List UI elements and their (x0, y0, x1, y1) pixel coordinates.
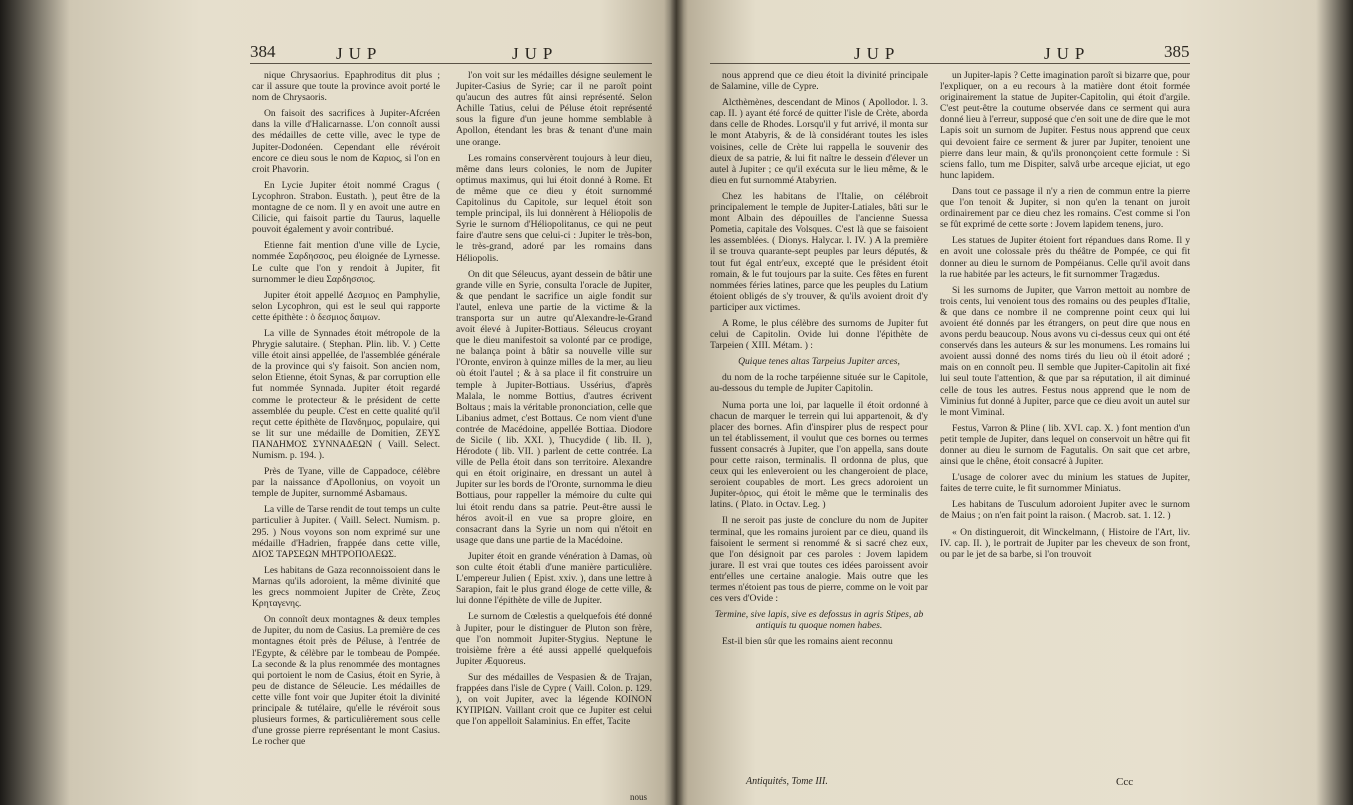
paragraph: Il ne seroit pas juste de conclure du nom de Jupiter terminal, que les romains juroient par ce dieu, quand ils faisoient le serment si renommé & si sacré chez eux, que l'on désignoit par ces paroles : Jovem lapidem jurare. Il est vrai que toutes ces idées paroissent avoir entr'elles une certaine analogie. Mais outre que les termes n'étoient pas tous de pierre, comme on le voit par ces vers d'Ovide : (710, 515, 928, 605)
paragraph: Les habitans de Tusculum adoroient Jupiter avec le surnom de Maius ; on n'en fait point la raison. ( Macrob. sat. 1. 12. ) (940, 499, 1190, 522)
paragraph: Dans tout ce passage il n'y a rien de commun entre la pierre que l'on tenoit & Jupiter, si non qu'en la tenant on juroit ordinairement par ce dieu chez les romains. C'est comme si l'on se fût exprimé de cette sorte : Jovem lapidem tenens, juro. (940, 185, 1190, 231)
running-head-right-col1: JUP (854, 44, 901, 63)
paragraph: du nom de la roche tarpéienne située sur le Capitole, au-dessous du temple de Jupiter Capitolin. (710, 372, 928, 395)
left-column-1 (252, 70, 440, 788)
paragraph: un Jupiter-lapis ? Cette imagination paroît si bizarre que, pour l'expliquer, on a eu recours à la matière dont étoit formée originairement la statue de Jupiter-Capitolin, qui étoit d'argile. C'est peut-être la coutume observée dans ce serment qui aura donné lieu à l'erreur, supposé que c'en soit une de dire que le mot Lapis soit un surnom de Jupiter. Festus nous apprend que ceux qui devoient faire ce serment & jurer par Jupiter, tenoient une pierre dans leur main, & qu'ils prononçoient cette formule : Si sciens fallo, tum me Dispiter, salvâ urbe arceque ejiciat, ut ego hunc lapidem. (940, 70, 1190, 181)
page-number-right: 385 (1164, 42, 1190, 61)
paragraph: nique Chrysaorius. Epaphroditus dit plus ; car il assure que toute la province avoit porté le nom de Chrysaoris. (252, 70, 440, 104)
running-head-right-col2: JUP (1044, 44, 1091, 63)
paragraph: « On distingueroit, dit Winckelmann, ( Histoire de l'Art, liv. IV. cap. II. ), le portrait de Jupiter par les cheveux de son front, ou par le jet de sa barbe, si l'on trouvoit (940, 526, 1190, 560)
paragraph: Etienne fait mention d'une ville de Lycie, nommée Σαρδησσος, peu éloignée de Lyrnesse. Le culte que l'on y rendoit à Jupiter, fit surnommer le dieu Σαρδησσιος. (252, 240, 440, 285)
left-column-2 (456, 70, 652, 788)
paragraph: Près de Tyane, ville de Cappadoce, célèbre par la naissance d'Apollonius, on voyoit un temple de Jupiter, surnommé Asbamaus. (252, 466, 440, 500)
paragraph: Si les surnoms de Jupiter, que Varron mettoit au nombre de trois cents, lui venoient tous des romains ou des peuples d'Italie, & que dans ce nombre il ne comprenne point ceux qui lui avoient été donnés par les étrangers, on peut dire que nous en avons perdu beaucoup. Nous avons vu ci-dessus ceux qui ont été conservés dans les auteurs & sur les monumens. Les romains lui avoient aussi donné des noms tirés du lieu où il étoit adoré ; mais on en connoît peu. Il semble que Jupiter-Capitolin ait fixé lui seul toute l'attention, & que par sa réputation, il ait diminué celle de tous les autres. Festus nous apprend que le nom de Viminius fut donné à Jupiter, parce que ce dieu avoit un autel sur le mont Viminal. (940, 284, 1190, 418)
paragraph: On faisoit des sacrifices à Jupiter-Afcréen dans la ville d'Halicarnasse. L'on connoît aussi des médailles de cette ville, avec le type de Jupiter-Dodonéen. Cependant elle révéroit encore ce dieu sous le nom de Καριος, si l'on en croit Phavorin. (252, 108, 440, 175)
paragraph: Est-il bien sûr que les romains aient reconnu (722, 636, 893, 648)
paragraph: Sur des médailles de Vespasien & de Trajan, frappées dans l'isle de Cypre ( Vaill. Colon. p. 129. ), on voit Jupiter, avec la légende ΚΟΙΝΟΝ ΚΥΠΡΙΩΝ. Vaillant croit que ce Jupiter est celui que l'on appelloit Salaminius. En effet, Tacite (456, 671, 652, 728)
paragraph: Les romains conservèrent toujours à leur dieu, même dans leurs colonies, le nom de Jupiter optimus maximus, qui lui étoit donné à Rome. Et de même que ce dieu y étoit surnommé Capitolinus du Capitole, sur lequel étoit son temple principal, ils lui donnèrent à Héliopolis de Syrie le surnom d'Héliopolitanus, ce qui ne peut faire d'autre sens que celui-ci : Jupiter le très-bon, le très-grand, adoré par les romains dans Héliopolis. (456, 152, 652, 264)
paragraph: nous apprend que ce dieu étoit la divinité principale de Salamine, ville de Cypre. (710, 70, 928, 93)
paragraph: Le surnom de Cœlestis a quelquefois été donné à Jupiter, pour le distinguer de Pluton son frère, que l'on nommoit Jupiter-Stygius. Neptune le troisième frère a été aussi appellé quelquefois Jupiter Æquoreus. (456, 611, 652, 667)
paragraph: On connoît deux montagnes & deux temples de Jupiter, du nom de Casius. La première de ces montagnes étoit près de Péluse, à l'entrée de l'Egypte, & célèbre par le tombeau de Pompée. La seconde & la plus renommée des montagnes qui portoient le nom de Casius, étoit en Syrie, à peu de distance de Séleucie. Les médailles de cette ville font voir que Jupiter étoit la divinité principale & tutélaire, qu'elle le révéroit sous plusieurs formes, & particulièrement sous celle d'une grosse pierre représentant le mont Casius. Le rocher que (252, 614, 440, 748)
paragraph: Les habitans de Gaza reconnoissoient dans le Marnas qu'ils adoroient, la même divinité que les grecs nommoient Jupiter de Crète, Ζευς Κρηταγενης. (252, 564, 440, 610)
paragraph: l'on voit sur les médailles désigne seulement le Jupiter-Casius de Syrie; car il ne paroît point qu'aucun des autres fût ainsi représenté. Selon Achille Tatius, celui de Péluse étoit représenté sous la figure d'un jeune homme semblable à Apollon, étendant les bras & tenant d'une main une orange. (456, 70, 652, 148)
verse-quote: Quique tenes altas Tarpeius Jupiter arces, (738, 356, 900, 368)
paragraph: Jupiter étoit appellé Δεσμιος en Pamphylie, selon Lycophron, qui est le seul qui rapporte cette épithète : ὁ δεσμιος δαιμων. (252, 289, 440, 323)
signature-mark: Ccc (1116, 776, 1134, 788)
header-rule-right (710, 63, 1190, 64)
header-rule-left (250, 63, 652, 64)
catchword: nous (630, 792, 648, 802)
running-head-left-col2: JUP (512, 44, 559, 63)
left-page (0, 0, 676, 805)
verse-quote: Termine, sive lapis, sive es defossus in agris Stipes, ab antiquis tu quoque nomen habes. (714, 609, 924, 632)
paragraph: Festus, Varron & Pline ( lib. XVI. cap. X. ) font mention d'un petit temple de Jupiter, dans lequel on conservoit un hêtre qui fit donner au dieu le surnom de Fagutalis. On sait que cet arbre, ainsi que le chêne, étoit consacré à Jupiter. (940, 422, 1190, 468)
paragraph: Numa porta une loi, par laquelle il étoit ordonné à chacun de marquer le terrein qui lui appartenoit, & d'y placer des bornes. Afin d'inspirer plus de respect pour un tel établissement, il voulut que ces bornes ou termes fussent consacrés à Jupiter, que l'on appella, sans doute pour cette raison, terminalis. Il ordonna de plus, que ceux qui les enleveroient ou les changeroient de place, seroient coupables de mort. Les grecs adoroient un Jupiter-ὁριος, qui étoit le même que le terminalis des latins. ( Plato. in Octav. Leg. ) (710, 399, 928, 511)
right-column-2 (940, 70, 1190, 766)
paragraph: A Rome, le plus célèbre des surnoms de Jupiter fut celui de Capitolin. Ovide lui donne l'épithète de Tarpeien ( XIII. Métam. ) : (710, 317, 928, 352)
paragraph: La ville de Tarse rendit de tout temps un culte particulier à Jupiter. ( Vaill. Select. Numism. p. 295. ) Nous voyons son nom exprimé sur une médaille d'Hadrien, frappée dans cette ville, ΔΙΟΣ ΤΑΡΣΕΩΝ ΜΗΤΡΟΠΟΛΕΩΣ. (252, 504, 440, 560)
paragraph: Jupiter étoit en grande vénération à Damas, où son culte étoit établi d'une manière particulière. L'empereur Julien ( Epist. xxiv. ), dans une lettre à Sarapion, fait le plus grand éloge de cette ville, & lui donne l'épithète de ville de Jupiter. (456, 550, 652, 607)
page-number-left: 384 (250, 42, 276, 61)
paragraph: Alcthèmènes, descendant de Minos ( Apollodor. l. 3. cap. II. ) ayant été forcé de quitter l'isle de Crète, aborda dans celle de Rhodes. Lorsqu'il y fut arrivé, il monta sur le mont Atabyris, & de là considérant toutes les isles voisines, celle de Crète lui rappella le souvenir des dieux de sa patrie, & lui fit naître le dessein d'élever un autel à Jupiter ; ce qu'il exécuta sur le lieu même, & le dieu en fut surnommé Atabyrien. (710, 97, 928, 186)
paragraph: On dit que Séleucus, ayant dessein de bâtir une grande ville en Syrie, consulta l'oracle de Jupiter, & que pendant le sacrifice un aigle fondit sur l'autel, enleva une partie de la victime & la transporta sur un autre qu'Alexandre-le-Grand avoit élevé à Jupiter-Bottiaus. Séleucus croyant que le dieu manifestoit sa volonté par ce prodige, ne balança point à bâtir sa nouvelle ville sur l'Oronte, environ à quinze milles de la mer, au lieu où étoit l'autel ; & à sa place il fit construire un temple à Jupiter-Bottiaus. Ussérius, d'après Malala, le nomme Bottius, d'autres écrivent Boltaus ; mais la véritable prononciation, celle que Libanius admet, c'est Bottaus. Ce nom vient d'une contrée de Macédoine, appellée Bottiaa. Diodore de Sicile ( lib. XXI. ), Thucydide ( lib. II. ), Hérodote ( lib. VII. ) parlent de cette contrée. La ville de Pella étoit dans son territoire. Alexandre qui en étoit originaire, en dressant un autel à Jupiter sur les bords de l'Oronte, surnomma le dieu Bottiaus, pour rappeller la mémoire du culte qui lui étoit rendu dans sa patrie. Peut-être aussi le héros avoit-il en vue sa propre gloire, en consacrant dans la Syrie un nom qui n'étoit en usage que dans une partie de la Macédoine. (456, 268, 652, 546)
right-column-1 (710, 70, 928, 782)
footer-label: Antiquités, Tome III. (746, 776, 828, 787)
paragraph: L'usage de colorer avec du minium les statues de Jupiter, faites de terre cuite, le fit surnommer Miniatus. (940, 472, 1190, 495)
paragraph: La ville de Synnades étoit métropole de la Phrygie salutaire. ( Stephan. Plin. lib. V. ) Cette ville étoit ainsi appellée, de l'assemblée générale de la province qui s'y faisoit. Son ancien nom, selon Etienne, étoit Synas, & par corruption elle fut nommée Synnada. Jupiter étoit regardé comme le protecteur & le président de cette assemblée du peuple. C'est en cette qualité qu'il reçut cette épithète de Πανδημος, populaire, qui se lit sur une médaille de Domitien, ΖΕΥΣ ΠΑΝΔΗΜΟΣ ΣΥΝΝΑΔΕΩΝ ( Vaill. Select. Numism. p. 194. ). (252, 327, 440, 461)
running-head-left-col1: JUP (336, 44, 383, 63)
paragraph: Les statues de Jupiter étoient fort répandues dans Rome. Il y en avoit une colossale près du théâtre de Pompée, ce qui fit donner au dieu le surnom de Pompéianus. Celle qu'il avoit dans la rue habitée par les acteurs, le fit surnommer Tragædus. (940, 235, 1190, 280)
paragraph: Chez les habitans de l'Italie, on célébroit principalement le temple de Jupiter-Latiales, bâti sur le mont Albain des dépouilles de l'ancienne Suessa Pometia, capitale des Volsques. C'est là que se faisoient les assemblées. ( Dionys. Halycar. l. IV. ) A la première il se trouva quarante-sept peuples par leurs députés, & tout fut égal entr'eux, excepté que le président étoit romain, & le fut toujours par la suite. Ces fêtes en furent nommées féries latines, parce que les peuples du Latium étoient obligés de s'y trouver, & qu'ils avoient droit d'y participer aux victimes. (710, 190, 928, 313)
book-gutter (664, 0, 688, 805)
paragraph: En Lycie Jupiter étoit nommé Cragus ( Lycophron. Strabon. Eustath. ), peut être de la montagne de ce nom. Il y en avoit une autre en Cilicie, qui faisoit partie du Taurus, laquelle pouvoit également y avoir contribué. (252, 179, 440, 236)
right-page (676, 0, 1353, 805)
